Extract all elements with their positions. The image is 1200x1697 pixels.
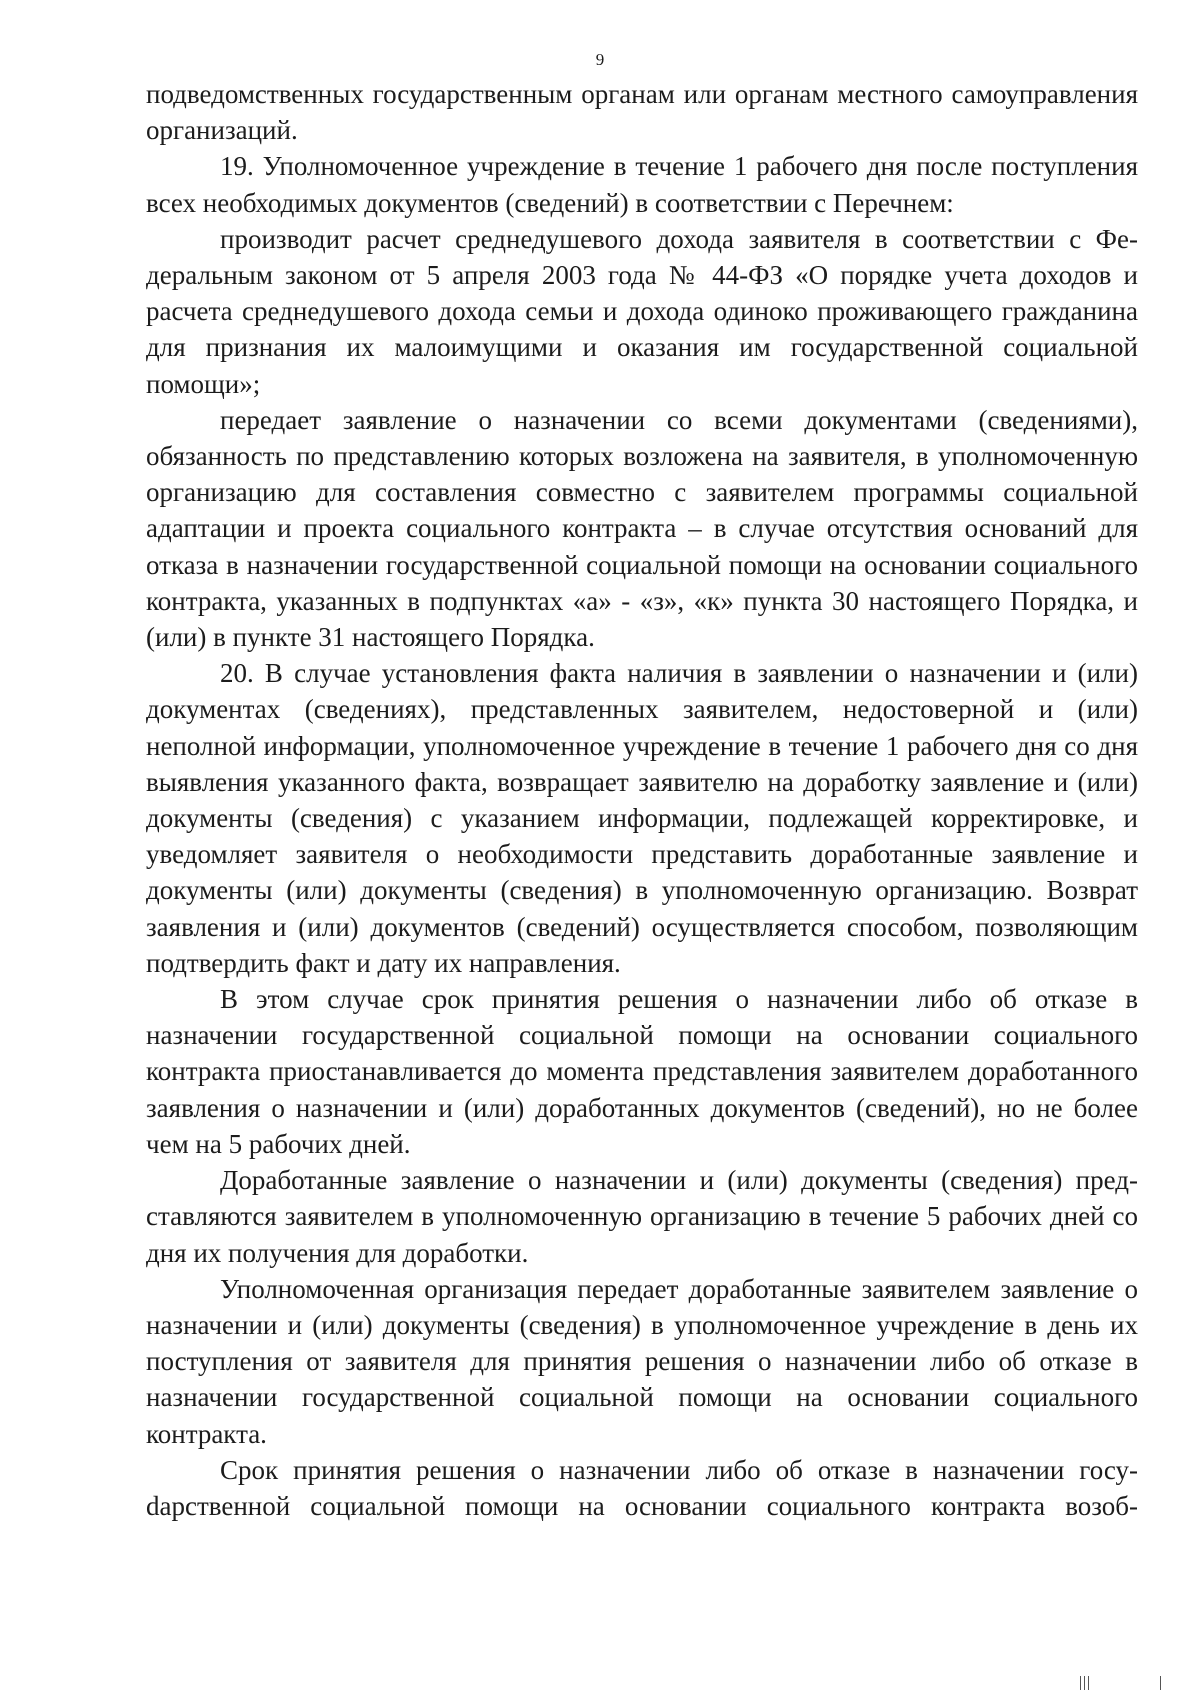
paragraph-organization-transfer: Уполномоченная организация передает доработанные заявителем заявление о назначении и (или) документы (сведения) в уполномоченное учреждение в день их поступления от заявителя для принятия решения о назначении либо об отказе в назначении государственной социальной помощи на основании социального контракта. [146, 1273, 1138, 1449]
paragraph-income-calculation: производит расчет среднедушевого дохода заявителя в соответствии с Федеральным законом от 5 апреля 2003 года № 44-ФЗ «О порядке учета доходов и расчета среднедушевого дохода семьи и дохода одиноко проживающего гражданина для признания их малоимущими и оказания им государственной социальной помощи»; [146, 223, 1138, 399]
paragraph-decision-term: Срок принятия решения о назначении либо об отказе в назначении госуdарственной социальной помощи на основании социального контракта возоб- [146, 1454, 1138, 1521]
paragraph-revised-submission: Доработанные заявление о назначении и (или) документы (сведения) представляются заявителем в уполномоченную организацию в течение 5 рабочих дней со дня их получения для доработки. [146, 1165, 1138, 1268]
scan-mark [1080, 1676, 1081, 1690]
paragraph-continuation: подведомственных государственным органам или органам местного самоуправления организаций. [146, 79, 1138, 146]
scan-edge-marks [1080, 1676, 1180, 1692]
paragraph-clause-20: 20. В случае установления факта наличия в заявлении о назначении и (или) документах (сведениях), представленных заявителем, недостоверной и (или) неполной информации, уполномоченное учреждение в течение 1 рабочего дня со дня выявления указанного факта, возвращает заявителю на доработку заявление и (или) документы (сведения) с указанием информации, подлежащей корректировке, и уведомляет заявителя о необходимости представить доработанные заявление и документы (или) документы (сведения) в уполномоченную организацию. Возврат заявления и (или) документов (сведений) осуществляется способом, позволяющим подтвердить факт и дату их направления. [146, 658, 1138, 978]
paragraph-clause-19: 19. Уполномоченное учреждение в течение 1 рабочего дня после поступления всех необходимых документов (сведений) в соответствии с Перечнем: [146, 151, 1138, 218]
scan-mark [1160, 1676, 1161, 1690]
scan-mark [1088, 1676, 1089, 1690]
scan-mark [1084, 1676, 1085, 1690]
paragraph-suspension-term: В этом случае срок принятия решения о назначении либо об отказе в назначении государственной социальной помощи на основании социального контракта приостанавливается до момента представления заявителем доработанного заявления о назначении и (или) доработанных документов (сведений), но не более чем на 5 рабочих дней. [146, 984, 1138, 1159]
document-body [146, 76, 1138, 1524]
paragraph-transfer-application: передает заявление о назначении со всеми документами (сведениями), обязанность по представлению которых возложена на заявителя, в уполномоченную организацию для составления совместно с заявителем программы социальной адаптации и проекта социального контракта – в случае отсутствия оснований для отказа в назначении государственной социальной помощи на основании социального контракта, указанных в подпунктах «а» - «з», «к» пункта 30 настоящего Порядка, и (или) в пункте 31 настоящего Порядка. [146, 404, 1138, 653]
page-number: 9 [595, 50, 605, 69]
